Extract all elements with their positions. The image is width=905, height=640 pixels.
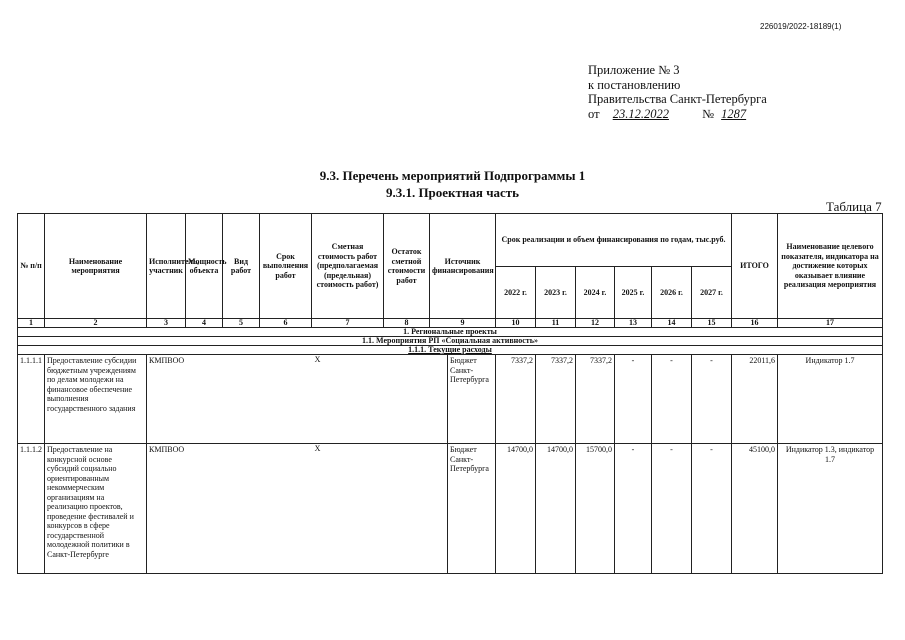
col-number: 12 bbox=[576, 319, 615, 328]
subsection-title: 9.3.1. Проектная часть bbox=[385, 185, 520, 200]
col-number: 11 bbox=[536, 319, 576, 328]
resolution-number: 1287 bbox=[721, 106, 747, 121]
row-value-2027: - bbox=[692, 444, 732, 574]
header-executor: Исполнитель, участник bbox=[147, 214, 186, 319]
appendix-line-2: к постановлению bbox=[588, 77, 681, 92]
col-number: 4 bbox=[186, 319, 223, 328]
section-heading-regional-projects: 1. Региональные проекты bbox=[18, 328, 883, 337]
header-total: ИТОГО bbox=[732, 214, 778, 319]
measures-table bbox=[17, 213, 883, 574]
col-number: 17 bbox=[778, 319, 883, 328]
col-number: 16 bbox=[732, 319, 778, 328]
col-number: 3 bbox=[147, 319, 186, 328]
header-term: Срок выполнения работ bbox=[260, 214, 312, 319]
header-capacity: Мощность объекта bbox=[186, 214, 223, 319]
col-number: 6 bbox=[260, 319, 312, 328]
merged-cells-block bbox=[147, 355, 496, 444]
header-period: Срок реализации и объем финансирования по годам, тыс.руб. bbox=[496, 214, 732, 267]
table-row bbox=[18, 444, 883, 574]
row-value-2024: 15700,0 bbox=[576, 444, 615, 574]
appendix-line-3: Правительства Санкт-Петербурга bbox=[588, 92, 767, 106]
row-source: Бюджет Санкт-Петербурга bbox=[447, 355, 495, 443]
row-value-2022: 7337,2 bbox=[496, 355, 536, 444]
col-number: 13 bbox=[615, 319, 652, 328]
section-title: 9.3. Перечень мероприятий Подпрограммы 1 bbox=[319, 168, 586, 183]
row-value-2025: - bbox=[615, 444, 652, 574]
row-num: 1.1.1.2 bbox=[18, 444, 45, 574]
document-registration-number: 226019/2022-18189(1) bbox=[760, 22, 842, 31]
date-prefix: от bbox=[588, 106, 600, 121]
appendix-line-1: Приложение № 3 bbox=[588, 63, 680, 77]
col-number: 9 bbox=[430, 319, 496, 328]
row-x-mark: X bbox=[314, 355, 321, 364]
header-num: № п/п bbox=[18, 214, 45, 319]
header-estimate: Сметная стоимость работ (предполагаемая (предельная) стоимость работ) bbox=[312, 214, 384, 319]
row-name: Предоставление на конкурсной основе субсидий социально ориентированным некоммерческим организациям на реализацию проектов, проведение фестивалей и конкурсов в сфере государственной молодежной политики в Санкт-Петербурге bbox=[45, 444, 147, 574]
row-value-2027: - bbox=[692, 355, 732, 444]
header-year: 2027 г. bbox=[692, 267, 732, 319]
col-number: 1 bbox=[18, 319, 45, 328]
col-number: 10 bbox=[496, 319, 536, 328]
header-source: Источник финансирования bbox=[430, 214, 496, 319]
header-work-type: Вид работ bbox=[223, 214, 260, 319]
merged-cells-block bbox=[147, 444, 496, 574]
header-year: 2022 г. bbox=[496, 267, 536, 319]
row-value-2023: 14700,0 bbox=[536, 444, 576, 574]
row-name: Предоставление субсидии бюджетным учреждениям по делам молодежи на финансовое обеспечение выполнения государственного задания bbox=[45, 355, 147, 444]
section-heading-current-expenses: 1.1.1. Текущие расходы bbox=[18, 346, 883, 355]
row-value-2026: - bbox=[652, 444, 692, 574]
row-x-mark: X bbox=[314, 444, 321, 453]
header-indicator: Наименование целевого показателя, индикатора на достижение которых оказывает влияние реализация мероприятия bbox=[778, 214, 883, 319]
number-prefix: № bbox=[702, 106, 714, 121]
col-number: 8 bbox=[384, 319, 430, 328]
row-source: Бюджет Санкт-Петербурга bbox=[447, 444, 495, 573]
col-number: 5 bbox=[223, 319, 260, 328]
row-value-2025: - bbox=[615, 355, 652, 444]
row-value-2026: - bbox=[652, 355, 692, 444]
section-heading-rp-social-activity: 1.1. Мероприятия РП «Социальная активность» bbox=[18, 337, 883, 346]
header-name: Наименование мероприятия bbox=[45, 214, 147, 319]
header-year: 2023 г. bbox=[536, 267, 576, 319]
resolution-date: 23.12.2022 bbox=[612, 106, 669, 121]
header-remainder: Остаток сметной стоимости работ bbox=[384, 214, 430, 319]
row-executor: КМПВОО bbox=[149, 445, 185, 454]
row-indicator: Индикатор 1.3, индикатор 1.7 bbox=[778, 444, 883, 574]
row-total: 45100,0 bbox=[732, 444, 778, 574]
col-number: 2 bbox=[45, 319, 147, 328]
row-value-2024: 7337,2 bbox=[576, 355, 615, 444]
appendix-date-line bbox=[588, 107, 767, 122]
table-label: Таблица 7 bbox=[826, 199, 882, 214]
row-total: 22011,6 bbox=[732, 355, 778, 444]
header-year: 2026 г. bbox=[652, 267, 692, 319]
col-number: 14 bbox=[652, 319, 692, 328]
row-executor: КМПВОО bbox=[149, 356, 185, 365]
col-number: 7 bbox=[312, 319, 384, 328]
row-value-2023: 7337,2 bbox=[536, 355, 576, 444]
appendix-block bbox=[588, 63, 767, 121]
col-number: 15 bbox=[692, 319, 732, 328]
row-indicator: Индикатор 1.7 bbox=[778, 355, 883, 444]
header-year: 2024 г. bbox=[576, 267, 615, 319]
row-value-2022: 14700,0 bbox=[496, 444, 536, 574]
row-num: 1.1.1.1 bbox=[18, 355, 45, 444]
table-row bbox=[18, 355, 883, 444]
header-year: 2025 г. bbox=[615, 267, 652, 319]
